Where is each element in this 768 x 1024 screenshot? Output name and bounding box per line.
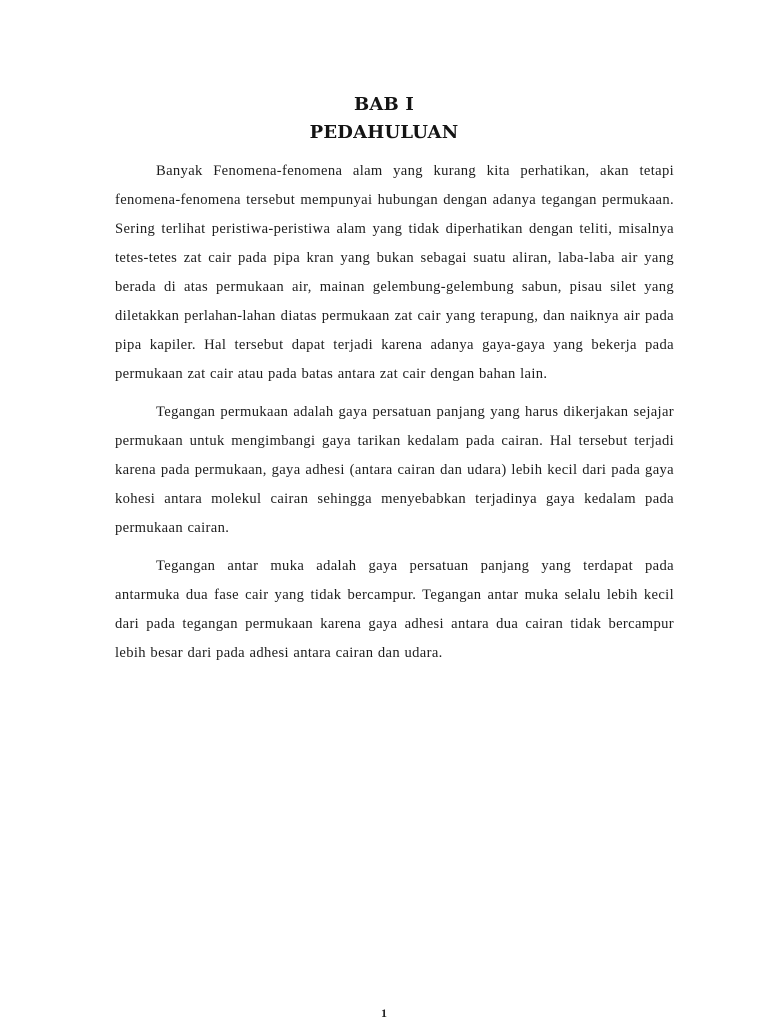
chapter-label: BAB I	[353, 94, 415, 115]
chapter-title: PEDAHULUAN	[309, 122, 459, 143]
paragraph-intro: Banyak Fenomena-fenomena alam yang kurang kita perhatikan, akan tetapi fenomena-fenomena tersebut mempunyai hubungan dengan adanya tegangan permukaan. Sering terlihat peristiwa-peristiwa alam yang tidak diperhatikan dengan teliti, misalnya tetes-tetes zat cair pada pipa kran yang bukan sebagai suatu aliran, laba-laba air yang berada di atas permukaan air, mainan gelembung-gelembung sabun, pisau silet yang diletakkan perlahan-lahan diatas permukaan zat cair yang terapung, dan naiknya air pada pipa kapiler. Hal tersebut dapat terjadi karena adanya gaya-gaya yang bekerja pada permukaan zat cair atau pada batas antara zat cair dengan bahan lain.	[115, 163, 674, 382]
page-number: 1	[381, 1006, 387, 1020]
paragraph-surface-tension: Tegangan permukaan adalah gaya persatuan panjang yang harus dikerjakan sejajar permukaan untuk mengimbangi gaya tarikan kedalam pada cairan. Hal tersebut terjadi karena pada permukaan, gaya adhesi (antara cairan dan udara) lebih kecil dari pada gaya kohesi antara molekul cairan sehingga menyebabkan terjadinya gaya kedalam pada permukaan cairan.	[115, 404, 674, 536]
paragraph-interfacial-tension: Tegangan antar muka adalah gaya persatuan panjang yang terdapat pada antarmuka dua fase cair yang tidak bercampur. Tegangan antar muka selalu lebih kecil dari pada tegangan permukaan karena gaya adhesi antara dua cairan tidak bercampur lebih besar dari pada adhesi antara cairan dan udara.	[115, 558, 674, 661]
body-text	[115, 157, 674, 677]
